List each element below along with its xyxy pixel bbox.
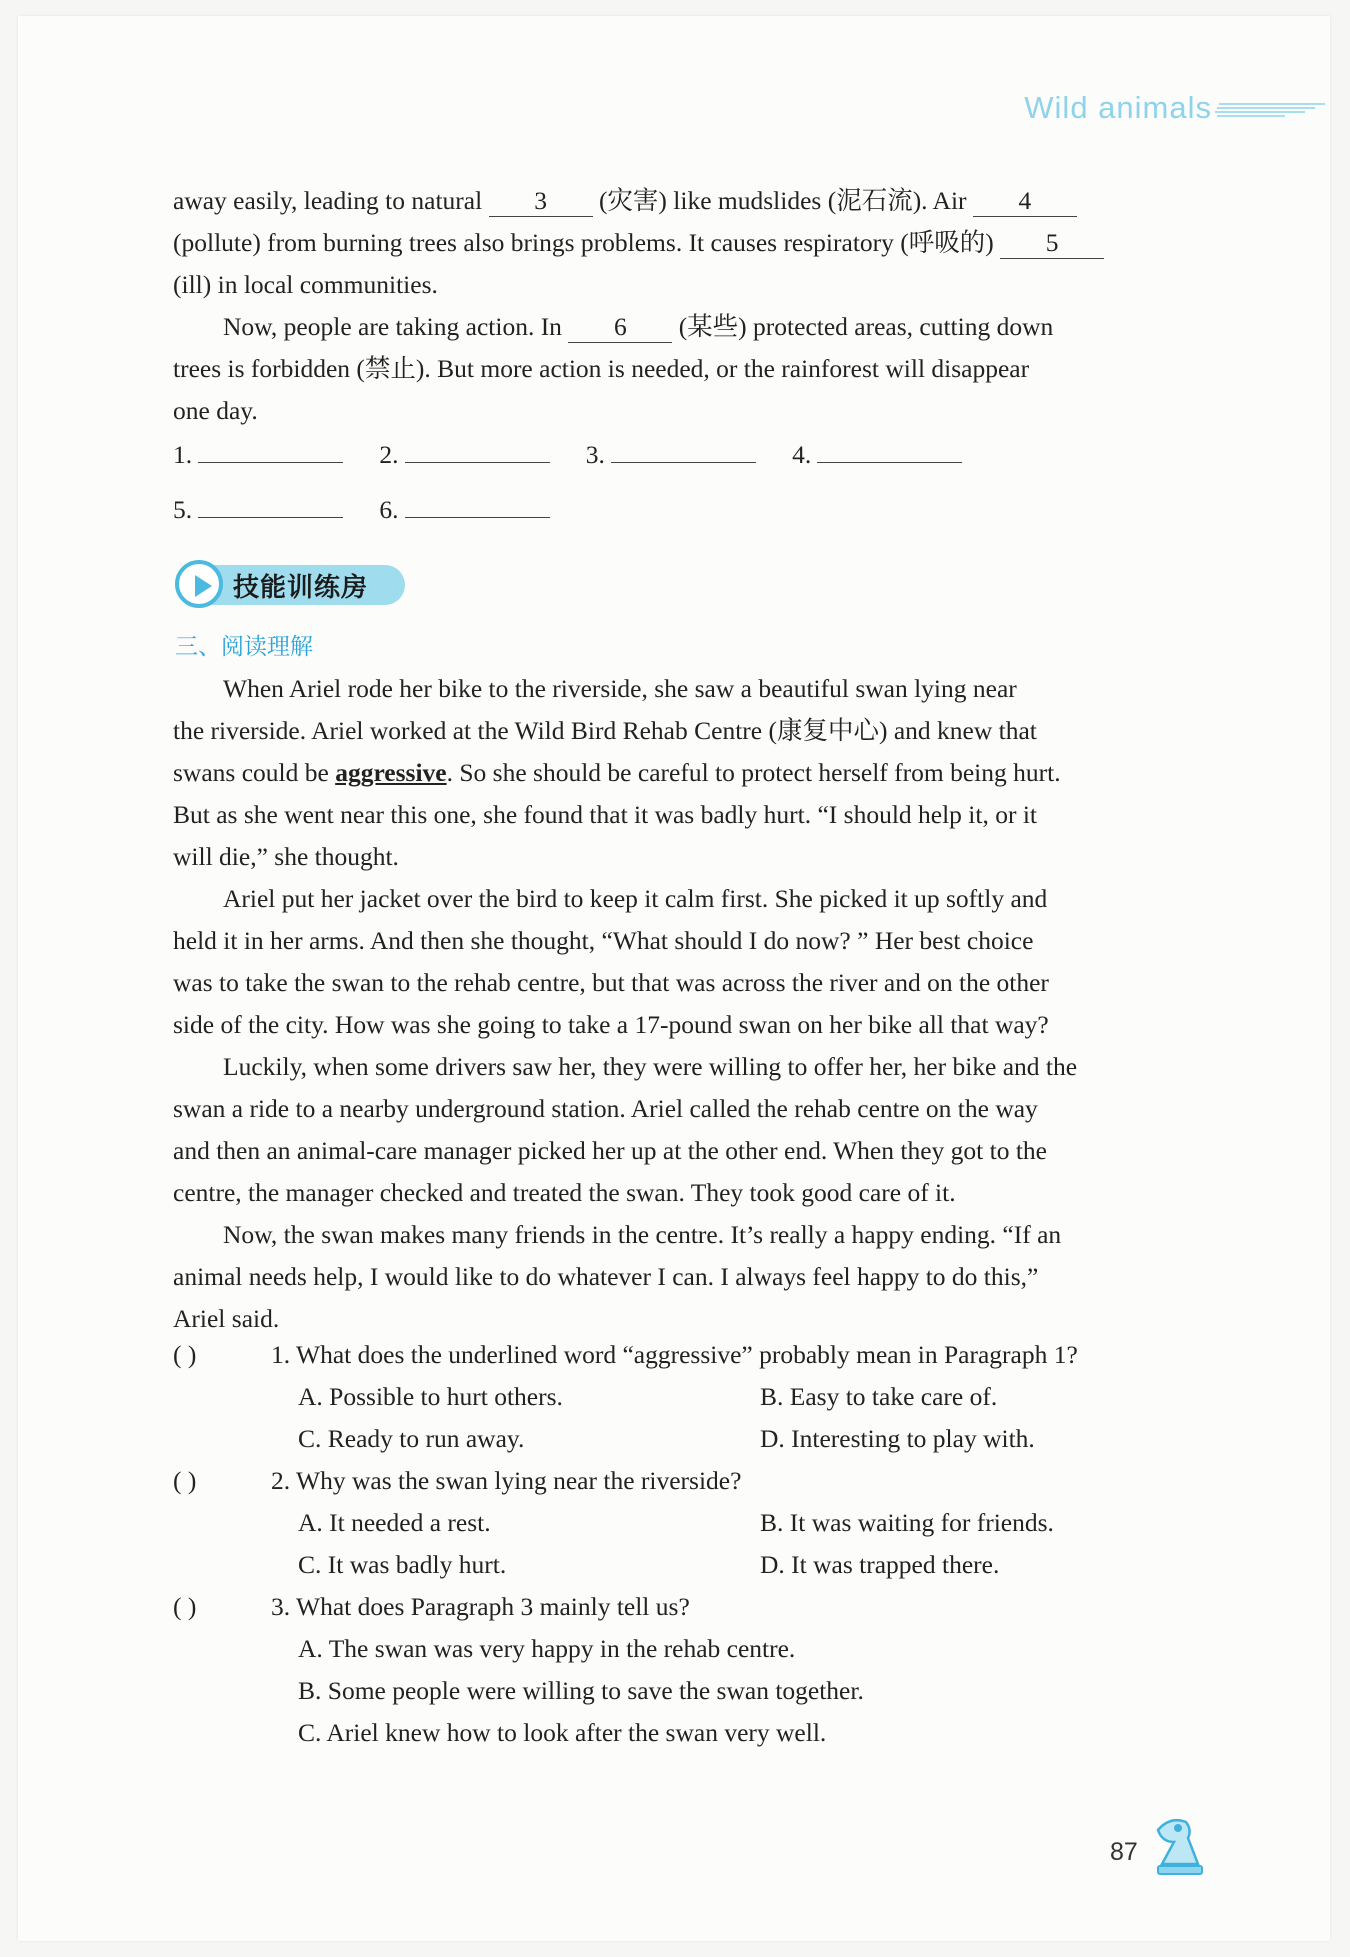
answer-row-1 [173,440,992,470]
option-1c: C. Ready to run away. [298,1424,525,1453]
cloze-line-5: trees is forbidden (禁止). But more action is needed, or the rainforest will disappear [173,354,1030,383]
answer-number: 5. [173,495,193,524]
mascot-icon [1148,1812,1208,1880]
play-triangle-icon [195,575,212,597]
passage-line: will die,” she thought. [173,842,399,871]
passage-line: held it in her arms. And then she thought, “What should I do now? ” Her best choice [173,926,1034,955]
answer-row-2 [173,495,579,525]
blank-6: 6 [568,312,672,343]
cloze-line-3: (ill) in local communities. [173,270,438,299]
answer-number: 1. [173,440,193,469]
cloze-line-4 [173,306,1203,348]
page-number: 87 [1110,1838,1138,1866]
option-2b: B. It was waiting for friends. [760,1508,1054,1537]
section-heading: 三、阅读理解 [175,634,313,660]
cloze-line-2 [173,222,1203,264]
header-title: Wild animals [1024,90,1212,125]
question-text: 1. What does the underlined word “aggressive” probably mean in Paragraph 1? [271,1340,1078,1369]
passage-line: Luckily, when some drivers saw her, they were willing to offer her, her bike and the [223,1052,1078,1081]
question-3 [173,1592,690,1622]
passage-line: and then an animal-care manager picked her up at the other end. When they got to the [173,1136,1047,1165]
answer-number: 6. [379,495,399,524]
answer-input-3[interactable] [611,440,756,463]
blank-5: 5 [1000,228,1104,259]
passage-line: side of the city. How was she going to take a 17-pound swan on her bike all that way? [173,1010,1049,1039]
underlined-word: aggressive [335,758,447,787]
answer-bracket-2[interactable]: ( ) [173,1466,197,1495]
banner-label: 技能训练房 [233,573,369,603]
answer-bracket-3[interactable]: ( ) [173,1592,197,1621]
question-text: 2. Why was the swan lying near the riverside? [271,1466,742,1495]
answer-item [586,440,786,470]
cloze-line-6: one day. [173,396,258,425]
option-2a: A. It needed a rest. [298,1508,491,1537]
passage-line: Now, the swan makes many friends in the centre. It’s really a happy ending. “If an [223,1220,1062,1249]
answer-number: 3. [585,440,605,469]
option-1b: B. Easy to take care of. [760,1382,998,1411]
answer-input-1[interactable] [198,440,343,463]
answer-item [379,495,579,525]
passage-line: the riverside. Ariel worked at the Wild Bird Rehab Centre (康复中心) and knew that [173,716,1037,745]
passage-line: centre, the manager checked and treated the swan. They took good care of it. [173,1178,956,1207]
answer-input-2[interactable] [405,440,550,463]
option-2d: D. It was trapped there. [760,1550,1000,1579]
option-3b: B. Some people were willing to save the swan together. [298,1676,864,1705]
section-banner [175,560,407,610]
header-stripes-decoration [1215,101,1327,121]
answer-input-6[interactable] [405,495,550,518]
question-1 [173,1340,1078,1370]
option-3a: A. The swan was very happy in the rehab centre. [298,1634,796,1663]
cloze-text-segment: (某些) protected areas, cutting down [678,312,1054,341]
cloze-text-segment: (灾害) like mudslides (泥石流). Air [598,186,967,215]
passage-line: swan a ride to a nearby underground station. Ariel called the rehab centre on the way [173,1094,1038,1123]
answer-item [379,440,579,470]
answer-input-4[interactable] [817,440,962,463]
answer-item [792,440,992,470]
option-3c: C. Ariel knew how to look after the swan very well. [298,1718,827,1747]
question-2 [173,1466,741,1496]
passage-line: was to take the swan to the rehab centre, but that was across the river and on the other [173,968,1049,997]
answer-item [173,495,373,525]
option-1d: D. Interesting to play with. [760,1424,1035,1453]
option-1a: A. Possible to hurt others. [298,1382,563,1411]
passage-line [173,752,1203,794]
answer-bracket-1[interactable]: ( ) [173,1340,197,1369]
play-circle-icon [175,560,223,608]
option-2c: C. It was badly hurt. [298,1550,507,1579]
cloze-text-segment: (pollute) from burning trees also brings problems. It causes respiratory (呼吸的) [173,228,994,257]
answer-number: 4. [792,440,812,469]
answer-item [173,440,373,470]
passage-line: When Ariel rode her bike to the riverside, she saw a beautiful swan lying near [223,674,1017,703]
question-text: 3. What does Paragraph 3 mainly tell us? [271,1592,690,1621]
answer-input-5[interactable] [198,495,343,518]
passage-line: animal needs help, I would like to do whatever I can. I always feel happy to do this,” [173,1262,1039,1291]
answer-number: 2. [379,440,399,469]
cloze-text [173,180,1203,432]
passage-line: But as she went near this one, she found that it was badly hurt. “I should help it, or it [173,800,1038,829]
passage-text-segment: . So she should be careful to protect herself from being hurt. [446,758,1061,787]
passage-text-segment: swans could be [173,758,336,787]
reading-passage [173,668,1203,1340]
cloze-text-segment: Now, people are taking action. In [223,312,562,341]
blank-4: 4 [973,186,1077,217]
cloze-text-segment: away easily, leading to natural [173,186,483,215]
passage-line: Ariel said. [173,1304,280,1333]
blank-3: 3 [489,186,593,217]
passage-line: Ariel put her jacket over the bird to keep it calm first. She picked it up softly and [223,884,1048,913]
cloze-line-1 [173,180,1203,222]
